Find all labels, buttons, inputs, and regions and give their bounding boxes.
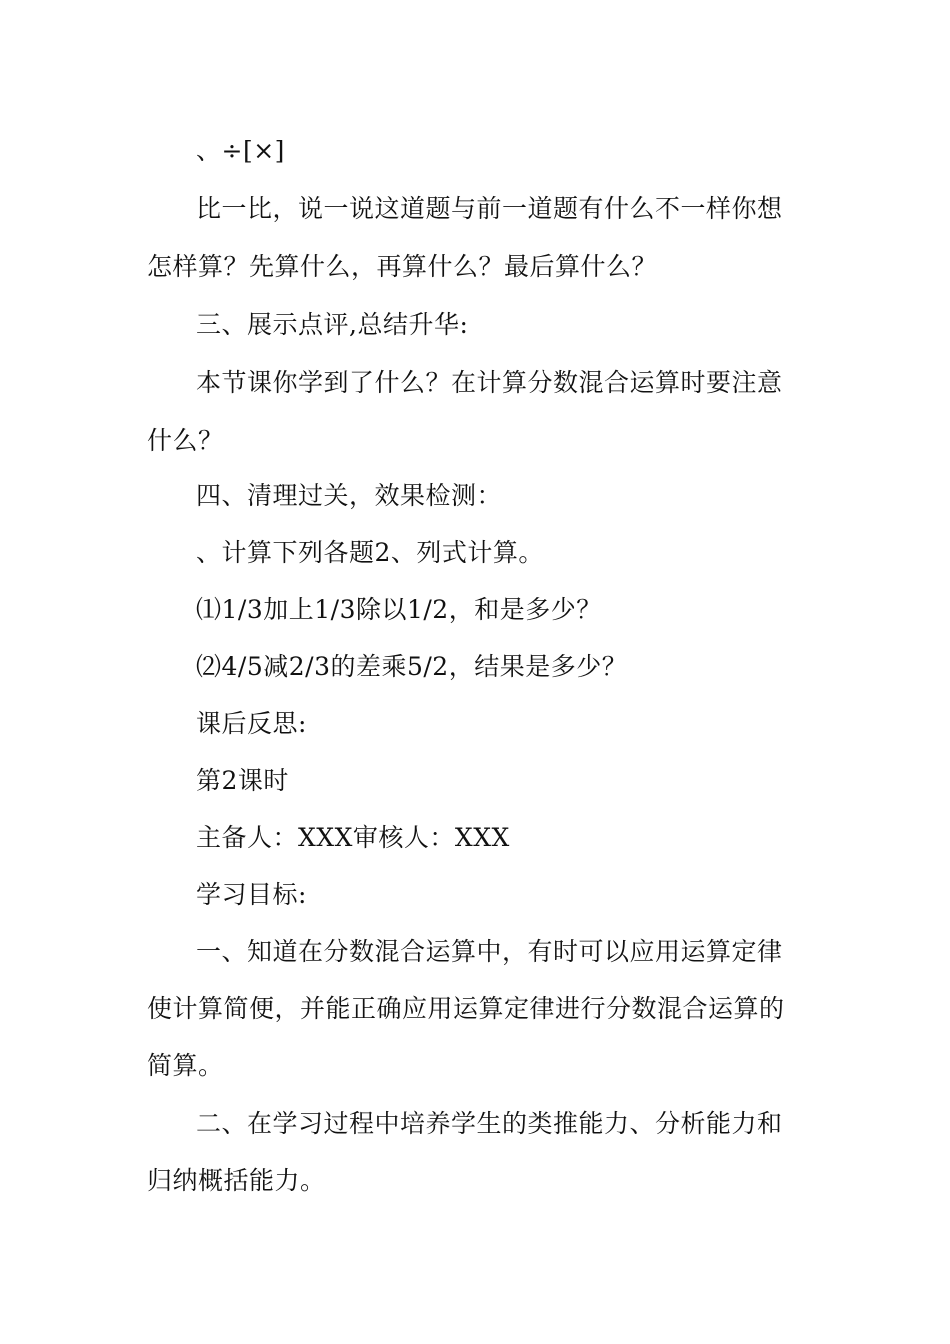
section-heading: 四、清理过关，效果检测： bbox=[196, 481, 503, 510]
text-line: 课后反思: bbox=[196, 709, 307, 738]
text-line: 比一比，说一说这道题与前一道题有什么不一样你想 bbox=[196, 194, 783, 223]
section-heading: 学习目标: bbox=[196, 880, 307, 909]
text-line: 归纳概括能力。 bbox=[147, 1166, 326, 1195]
text-line: 主备人：XXX审核人：XXX bbox=[196, 823, 510, 852]
text-line: 二、在学习过程中培养学生的类推能力、分析能力和 bbox=[196, 1109, 783, 1138]
exercise-item: ⑵4/5减2/3的差乘5/2，结果是多少？ bbox=[196, 652, 628, 681]
text-line: 简算。 bbox=[147, 1051, 224, 1080]
text-line: 怎样算？先算什么，再算什么？最后算什么？ bbox=[147, 252, 658, 281]
text-line: 使计算简便，并能正确应用运算定律进行分数混合运算的 bbox=[147, 994, 785, 1023]
section-heading: 三、展示点评,总结升华: bbox=[196, 310, 469, 339]
text-line: 、计算下列各题2、列式计算。 bbox=[196, 538, 544, 567]
exercise-item: ⑴1/3加上1/3除以1/2，和是多少？ bbox=[196, 595, 602, 624]
text-line: 本节课你学到了什么？在计算分数混合运算时要注意 bbox=[196, 368, 783, 397]
text-line: 、÷[×] bbox=[196, 136, 285, 165]
text-line: 一、知道在分数混合运算中，有时可以应用运算定律 bbox=[196, 937, 783, 966]
lesson-heading: 第2课时 bbox=[196, 766, 289, 795]
text-line: 什么？ bbox=[147, 426, 224, 455]
